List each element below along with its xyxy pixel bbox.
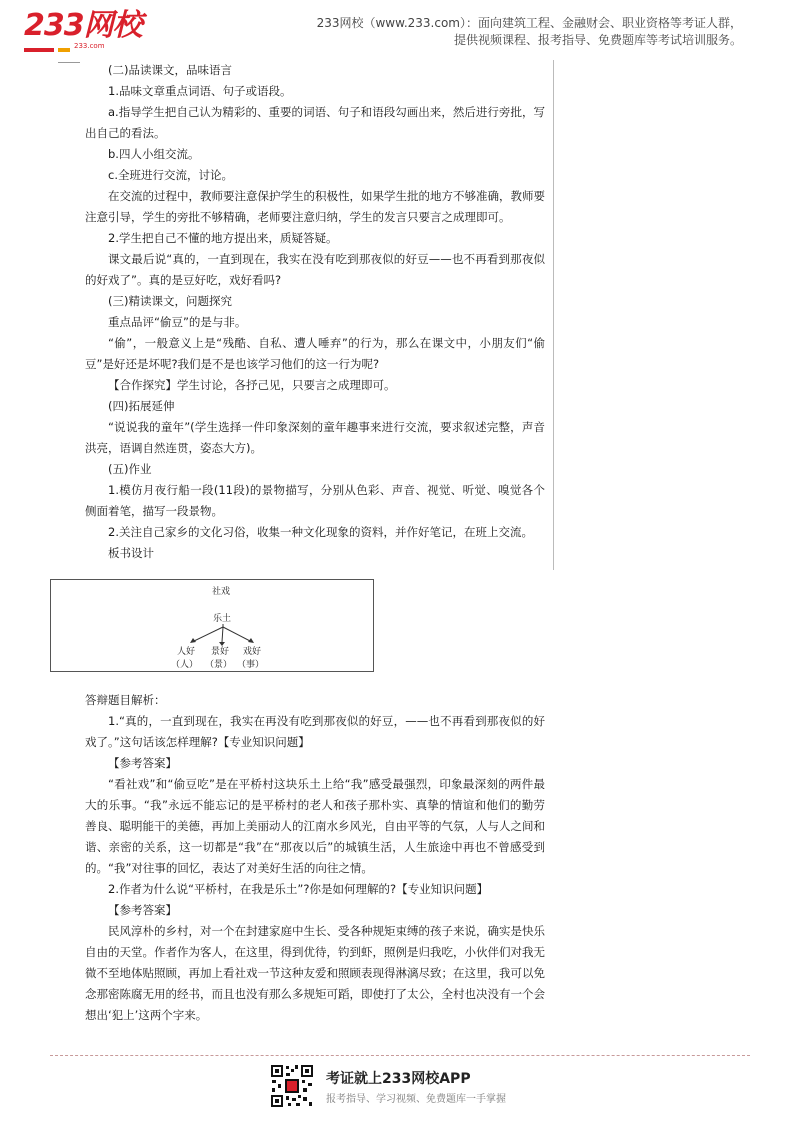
answer-label: 【参考答案】 (108, 903, 177, 917)
board-center: 乐土 (213, 614, 232, 624)
footer-title: 考证就上233网校APP (326, 1071, 471, 1087)
paragraph: 课文最后说“真的，一直到现在，我实在没有吃到那夜似的好豆——也不再看到那夜似的好戏了”。真的是豆好吃，戏好看吗? (85, 252, 545, 287)
board-design-diagram (50, 579, 374, 672)
paragraph: “偷”，一般意义上是“残酷、自私、遭人唾弃”的行为，那么在课文中，小朋友们“偷豆”是好还是坏呢?我们是不是也该学习他们的这一行为呢? (85, 336, 545, 371)
board-branch-1-label: （人） (171, 660, 199, 670)
footer-divider (50, 1055, 750, 1056)
paragraph: 在交流的过程中，教师要注意保护学生的积极性，如果学生批的地方不够准确，教师要注意引导，学生的旁批不够精确，老师要注意归纳，学生的发言只要言之成理即可。 (85, 189, 545, 224)
section-heading: (五)作业 (108, 462, 152, 476)
answer-label: 【参考答案】 (108, 756, 177, 770)
qr-code-icon (270, 1064, 314, 1108)
board-branch-2-label: （景） (205, 660, 233, 670)
header-tagline-1: 233网校（www.233.com）：面向建筑工程、金融财会、职业资格等考证人群， (316, 16, 742, 30)
paragraph: “说说我的童年”(学生选择一件印象深刻的童年趣事来进行交流，要求叙述完整，声音洪亮，语调自然连贯，姿态大方)。 (85, 420, 545, 455)
paragraph: 2.关注自己家乡的文化习俗，收集一种文化现象的资料，并作好笔记，在班上交流。 (108, 525, 533, 539)
arrow-left (192, 627, 223, 642)
arrow-middle (222, 627, 223, 642)
section-heading: (四)拓展延伸 (108, 399, 175, 413)
section-heading: (二)品读课文，品味语言 (108, 63, 232, 77)
paragraph: 重点品评“偷豆”的是与非。 (108, 315, 247, 329)
arrow-right (223, 627, 252, 642)
column-rule (553, 60, 554, 570)
paragraph: b.四人小组交流。 (108, 147, 200, 161)
paragraph: c.全班进行交流，讨论。 (108, 168, 233, 182)
brand-logo[interactable] (24, 8, 164, 52)
logo-text: 233网校 (24, 8, 142, 43)
page-header (0, 0, 800, 60)
paragraph: 1.模仿月夜行船一段(11段)的景物描写，分别从色彩、声音、视觉、听觉、嗅觉各个侧面着笔，描写一段景物。 (85, 483, 545, 518)
board-branch-3: 戏好 (243, 647, 262, 657)
lesson-body (85, 60, 545, 564)
board-title: 社戏 (212, 587, 231, 597)
logo-bar-red (24, 48, 54, 52)
paragraph: 1.品味文章重点词语、句子或语段。 (108, 84, 292, 98)
section-heading: (三)精读课文，问题探究 (108, 294, 232, 308)
board-branch-3-label: （事） (237, 660, 265, 670)
board-branch-1: 人好 (177, 647, 196, 657)
paragraph: 【合作探究】学生讨论，各抒己见，只要言之成理即可。 (108, 378, 396, 392)
logo-subtext: 233.com (74, 42, 105, 50)
section-heading: 板书设计 (108, 546, 154, 560)
analysis-heading: 答辩题目解析： (85, 693, 166, 707)
answer: 民风淳朴的乡村，对一个在封建家庭中生长、受各种规矩束缚的孩子来说，确实是快乐自由的天堂。作者作为客人，在这里，得到优待，钓到虾，照例是归我吃，小伙伴们对我无微不至地体贴照顾，再加上看社戏一节这种友爱和照顾表现得淋漓尽致；在这里，我可以免念那密陈腐无用的经书，而且也没有那么多规矩可蹈，即使打了太公，全村也决没有一个会想出‘犯上’这两个字来。 (85, 924, 545, 1022)
header-tagline-2: 提供视频课程、报考指导、免费题库等考试培训服务。 (453, 33, 742, 47)
column-tick (58, 62, 80, 63)
logo-bar-orange (58, 48, 70, 52)
footer-subtitle: 报考指导、学习视频、免费题库一手掌握 (326, 1094, 506, 1105)
paragraph: a.指导学生把自己认为精彩的、重要的词语、句子和语段勾画出来，然后进行旁批，写出自己的看法。 (85, 105, 545, 140)
paragraph: 2.学生把自己不懂的地方提出来，质疑答疑。 (108, 231, 338, 245)
analysis-section (85, 690, 545, 1026)
question: 2.作者为什么说“平桥村，在我是乐土”?你是如何理解的?【专业知识问题】 (108, 882, 489, 896)
answer: “看社戏”和“偷豆吃”是在平桥村这块乐土上给“我”感受最强烈，印象最深刻的两件最大的乐事。“我”永远不能忘记的是平桥村的老人和孩子那朴实、真挚的情谊和他们的勤劳善良、聪明能干的美德，再加上美丽动人的江南水乡风光，自由平等的气氛，人与人之间和谐、亲密的关系，这一切都是“我”在“那夜以后”的城镇生活，人生旅途中再也不曾感受到的。“我”对往事的回忆，表达了对美好生活的向往之情。 (85, 777, 545, 875)
question: 1.“真的，一直到现在，我实在再没有吃到那夜似的好豆，——也不再看到那夜似的好戏了。”这句话该怎样理解?【专业知识问题】 (85, 714, 545, 749)
board-branch-2: 景好 (211, 647, 230, 657)
